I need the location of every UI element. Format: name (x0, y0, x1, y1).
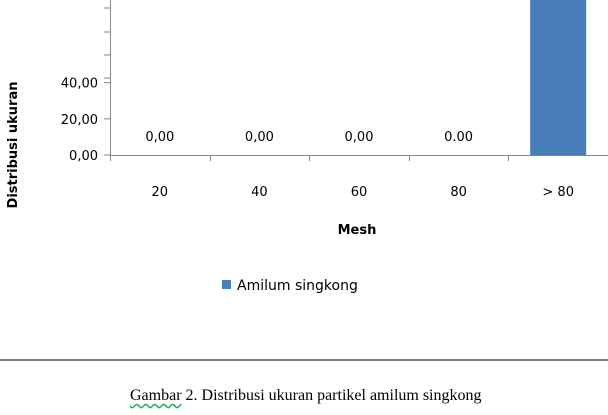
legend-swatch (222, 280, 231, 289)
y-tick-label: 0,00 (69, 149, 98, 164)
data-label: 0,00 (145, 130, 175, 145)
data-label: 0.00 (444, 130, 474, 145)
y-tick-label: 20,00 (60, 112, 98, 128)
y-axis-title: Distribusi ukuran (6, 81, 21, 209)
caption-text: 2. Distribusi ukuran partikel amilum singkong (181, 387, 482, 404)
bar-series (530, 0, 586, 155)
x-axis (110, 155, 608, 200)
x-axis-title: Mesh (337, 223, 377, 238)
x-tick-label: 40 (251, 185, 268, 200)
x-tick-label: 60 (350, 185, 368, 200)
y-tick-label: 40,00 (60, 76, 98, 92)
legend (222, 278, 358, 294)
legend-label: Amilum singkong (237, 278, 358, 294)
y-axis (61, 0, 111, 164)
x-tick-label: > 80 (542, 185, 574, 200)
x-tick-label: 80 (450, 185, 467, 200)
data-label: 0,00 (244, 130, 274, 145)
data-labels (145, 0, 583, 145)
figure-caption (130, 387, 600, 405)
data-label: 0,00 (344, 130, 374, 145)
x-tick-label: 20 (151, 185, 169, 200)
caption-word: Gambar (130, 387, 182, 404)
bar (530, 0, 586, 155)
